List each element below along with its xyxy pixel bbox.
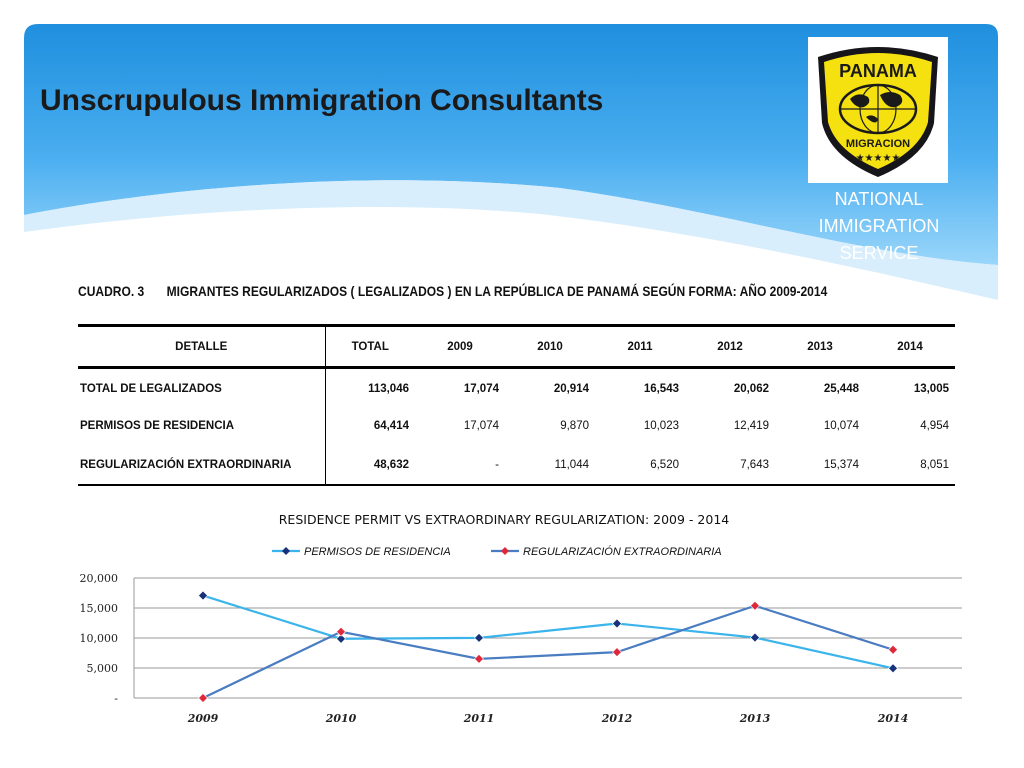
header-detalle: DETALLE [78, 326, 325, 368]
cell-2011: 10,023 [643, 420, 679, 432]
header-2012: 2012 [717, 340, 743, 353]
agency-line-2: IMMIGRATION [818, 216, 940, 236]
cell-2012: 12,419 [733, 420, 769, 432]
cell-2013: 10,074 [823, 420, 859, 432]
legend-swatch-marker [501, 547, 509, 555]
table-row [78, 368, 955, 407]
y-tick-label: - [114, 692, 118, 705]
header-2014: 2014 [897, 340, 923, 353]
legend-label: REGULARIZACIÓN EXTRAORDINARIA [523, 546, 722, 558]
line-chart [0, 500, 1024, 768]
series-2 [199, 601, 898, 702]
table-row [78, 407, 955, 446]
table-caption [78, 283, 831, 299]
header-2011: 2011 [627, 340, 653, 353]
data-point [199, 591, 208, 600]
table-header-row [78, 326, 955, 368]
panama-migracion-logo [808, 37, 948, 183]
row-label: REGULARIZACIÓN EXTRAORDINARIA [78, 446, 325, 485]
x-tick-label: 2009 [187, 712, 219, 725]
x-axis-ticks [187, 712, 909, 725]
header-2010: 2010 [537, 340, 563, 353]
chart-title: RESIDENCE PERMIT VS EXTRAORDINARY REGULARIZATION: 2009 - 2014 [278, 512, 730, 527]
slide-title: Unscrupulous Immigration Consultants [40, 84, 604, 117]
table-number: CUADRO. 3 [78, 283, 145, 299]
cell-2014: 4,954 [920, 420, 949, 432]
y-tick-label: 10,000 [79, 632, 118, 645]
agency-line-3: SERVICE [839, 243, 919, 263]
y-tick-label: 15,000 [79, 602, 118, 615]
cell-2012: 7,643 [740, 458, 769, 471]
x-tick-label: 2012 [601, 712, 633, 725]
cell-total: 64,414 [373, 420, 409, 432]
logo-panama-text: PANAMA [839, 61, 917, 81]
cell-total: 113,046 [368, 383, 409, 396]
cell-2014: 13,005 [913, 383, 949, 396]
series-line [203, 596, 893, 669]
data-point [751, 601, 760, 610]
data-point [613, 648, 622, 657]
legend-item [272, 546, 451, 558]
data-point [475, 633, 484, 642]
cell-2014: 8,051 [920, 458, 949, 471]
x-tick-label: 2013 [739, 712, 771, 725]
cell-2009: - [495, 458, 499, 471]
legend-item [491, 545, 722, 558]
x-tick-label: 2011 [463, 712, 495, 725]
cell-2011: 16,543 [643, 383, 679, 396]
data-point [889, 664, 898, 673]
cell-2010: 9,870 [560, 420, 589, 432]
cell-2012: 20,062 [733, 383, 769, 396]
table-title: MIGRANTES REGULARIZADOS ( LEGALIZADOS ) EN LA REPÚBLICA DE PANAMÁ SEGÚN FORMA: AÑO 2009-2014 [166, 283, 828, 299]
data-point [199, 694, 208, 703]
legend-label: PERMISOS DE RESIDENCIA [304, 546, 451, 558]
agency-name [798, 186, 960, 267]
svg-text:★★★★★: ★★★★★ [855, 153, 901, 164]
header-2009: 2009 [447, 340, 473, 353]
cell-2010: 11,044 [554, 458, 589, 471]
cell-2011: 6,520 [650, 458, 679, 471]
migrants-table [78, 324, 955, 486]
logo-stars-icon [856, 153, 901, 164]
row-label: TOTAL DE LEGALIZADOS [78, 368, 325, 407]
data-point [475, 654, 484, 663]
y-axis-ticks [80, 572, 119, 705]
row-label: PERMISOS DE RESIDENCIA [78, 407, 325, 446]
logo-migracion-text: MIGRACION [845, 138, 911, 150]
data-point [751, 633, 760, 642]
cell-2013: 25,448 [823, 383, 859, 396]
series-1 [199, 591, 898, 673]
agency-line-1: NATIONAL [834, 189, 924, 209]
cell-2013: 15,374 [823, 458, 859, 471]
chart-legend [272, 545, 722, 558]
x-tick-label: 2014 [877, 712, 909, 725]
shield-emblem [808, 37, 948, 183]
series-line [203, 606, 893, 698]
data-point [337, 627, 346, 636]
table-row [78, 446, 955, 485]
cell-2010: 20,914 [553, 383, 589, 396]
header-2013: 2013 [807, 340, 833, 353]
x-tick-label: 2010 [325, 712, 357, 725]
legend-swatch-marker [282, 547, 290, 555]
header-total: TOTAL [351, 340, 389, 353]
cell-2009: 17,074 [463, 383, 499, 396]
cell-2009: 17,074 [463, 420, 499, 432]
data-point [613, 619, 622, 628]
chart-gridlines [134, 578, 962, 698]
y-tick-label: 20,000 [79, 572, 118, 585]
y-tick-label: 5,000 [86, 662, 118, 675]
cell-total: 48,632 [373, 458, 409, 471]
data-point [889, 645, 898, 654]
